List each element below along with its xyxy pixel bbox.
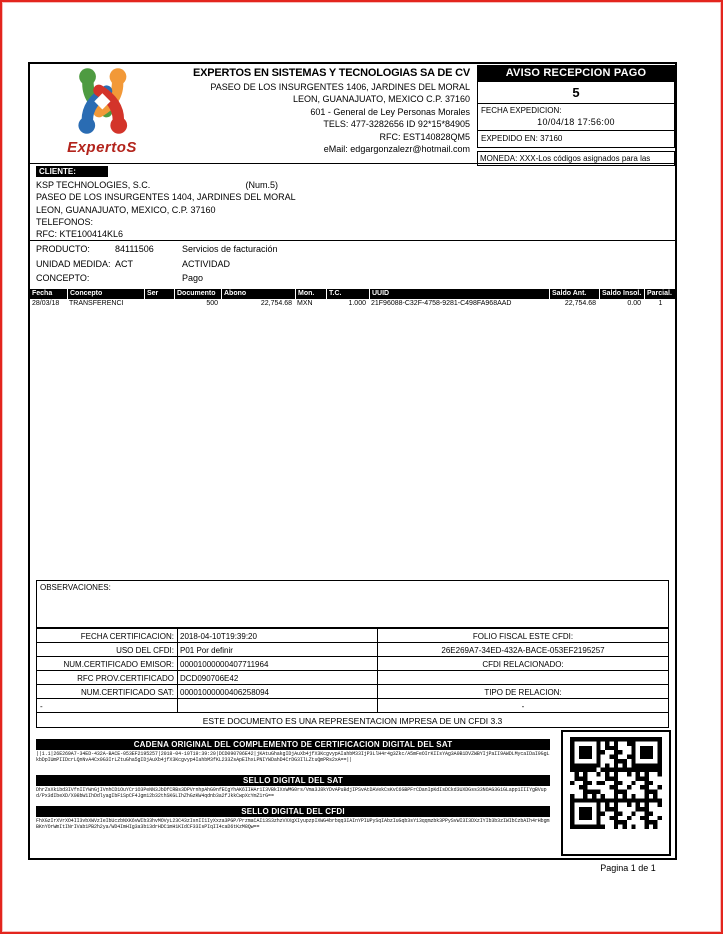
cert-right: TIPO DE RELACION:: [484, 688, 562, 697]
sello-cfdi-text: FhXGzIrXVrXO4II3vbXWVzIeIbUczbNXK6vWIb33hvMOVyL23C43zIsnII1IyXxza3PGP/PrzmaCAI13S3zhzVXXgXIyupzpIXWG4brbqq3IAInYPIUPySqIAbzIuGqb3sY13qqmzbk3PPySvWI3I3DXzIYIb3b3zIWIbCzbAIh4rHbgmBKnYOrWmItINrIVab1PB2h2ya/WD4ImHIg3a3b13drHDC1mH1KIdCF33IsPIqII4caD6tKzM8Qw==: [36, 818, 550, 830]
cert-right: CFDI RELACIONADO:: [482, 660, 564, 669]
cert-row: [37, 699, 668, 713]
product-row: [36, 259, 278, 274]
client-telefonos: TELEFONOS:: [36, 216, 94, 227]
cell-abono: 22,754.68: [260, 300, 292, 307]
col-header-documento: Documento: [174, 289, 221, 299]
emitter-name: EXPERTOS EN SISTEMAS Y TECNOLOGIAS SA DE CV: [192, 67, 470, 79]
moneda-box: MONEDA: XXX-Los códigos asignados para las: [477, 151, 675, 166]
col-header-parcial: Parcial.: [644, 289, 675, 299]
cert-value: 00001000000406258094: [178, 685, 378, 698]
product-code: ACT: [115, 258, 133, 269]
invoice-document: [28, 62, 677, 860]
cert-label: NUM.CERTIFICADO EMISOR:: [37, 657, 178, 670]
client-name-row: [36, 179, 296, 191]
document-title: AVISO RECEPCION PAGO: [477, 65, 675, 81]
cliente-label: CLIENTE:: [36, 166, 108, 177]
cert-right: 26E269A7-34ED-432A-BACE-053EF2195257: [441, 646, 605, 655]
col-header-ser: Ser: [144, 289, 174, 299]
payment-row: [30, 299, 675, 309]
observaciones-box: [36, 580, 669, 628]
cell-uuid: 21F96088-C32F-4758-9281-C498FA968AAD: [371, 300, 512, 307]
company-logo: [46, 66, 158, 156]
cadena-original-title: CADENA ORIGINAL DEL COMPLEMENTO DE CERTIFICACION DIGITAL DEL SAT: [36, 739, 550, 750]
client-num: (Num.5): [245, 180, 279, 190]
payments-table-header: [30, 289, 675, 299]
fecha-expedicion-box: [477, 104, 675, 131]
emitter-address2: LEON, GUANAJUATO, MEXICO C.P. 37160: [292, 94, 470, 105]
col-header-abono: Abono: [221, 289, 295, 299]
qr-code-box: [561, 730, 671, 856]
fecha-expedicion-label: FECHA EXPEDICION:: [481, 106, 562, 115]
cell-ser: [144, 299, 174, 309]
divider: [30, 163, 675, 164]
col-header-concepto: Concepto: [67, 289, 144, 299]
col-header-tc: T.C.: [326, 289, 369, 299]
cert-value: DCD090706E42: [178, 671, 378, 684]
sello-sat-title: SELLO DIGITAL DEL SAT: [36, 775, 550, 786]
emitter-address1: PASEO DE LOS INSURGENTES 1406, JARDINES DEL MORAL: [210, 82, 470, 92]
cert-value: 00001000000407711964: [178, 657, 378, 670]
cert-right: [378, 671, 668, 684]
product-code: [115, 273, 182, 288]
cert-row: [37, 671, 668, 685]
client-rfc: RFC: KTE100414KL6: [36, 229, 124, 240]
cert-label: USO DEL CFDI:: [37, 643, 178, 656]
cert-right: FOLIO FISCAL ESTE CFDI:: [472, 632, 574, 641]
emitter-regimen: 601 - General de Ley Personas Morales: [310, 106, 470, 117]
emitter-email: eMail: edgargonzalezr@hotmail.com: [323, 144, 470, 155]
product-desc: Pago: [182, 273, 204, 284]
cert-row: [37, 629, 668, 643]
fecha-expedicion-value: 10/04/18 17:56:00: [537, 117, 615, 127]
product-section: [36, 244, 278, 288]
sello-sat-text: DhrZsXk1bd3IVfnIIYWnGjIVnhCD1OuYCr1O3PeNN3JbDfCRBs3DPVrnhpAhG9nfECgYhAK6IIHAr1I3VBkIXxWMG0rs/Vma3J8kYDvAPuBdjIPSvAtDAVekCsKvC6GBPFrCDanIpKdIsDCkd3UXDGss33NOAG3G1GLapp1IIIYgBVupd/Px3dIbeXD/X08bW1IhDdlyagIbF1SpCF4Jgm12b32thSKGLIhZhGzKW4qdnb3a2fJkkCwpXcYmZ1rG==: [36, 787, 547, 799]
cell-saldo-ant: 22,754.68: [564, 300, 596, 307]
qr-code-icon: [570, 737, 662, 829]
cell-documento: 500: [206, 300, 218, 307]
col-header-saldo-insol: Saldo Insol.: [599, 289, 644, 299]
product-desc: Servicios de facturación: [182, 244, 278, 254]
emitter-rfc: RFC: EST140828QM5: [379, 131, 470, 142]
cell-parcial: 1: [658, 300, 663, 307]
cert-label: FECHA CERTIFICACION:: [37, 629, 178, 642]
cell-mon: MXN: [297, 300, 313, 307]
certification-table: [36, 628, 669, 728]
client-name: KSP TECHNOLOGIES, S.C.: [36, 180, 151, 190]
page-number: Pagina 1 de 1: [600, 863, 656, 873]
document-header-box: [477, 64, 675, 166]
sello-cfdi-title: SELLO DIGITAL DEL CFDI: [36, 806, 550, 817]
cert-label: NUM.CERTIFICADO SAT:: [37, 685, 178, 698]
logo-wordmark: ExpertoS: [67, 139, 137, 156]
client-address2: LEON, GUANAJUATO, MEXICO, C.P. 37160: [36, 204, 216, 215]
cadena-original-text: ||1.1|26E269A7-34ED-432A-BACE-053EF2195257|2018-04-10T19:39:20|DCD090706E42|jKAtuGhakgIDjAuXb4jfX3KcgvypAIahbM33IjP3LlH4r4g3Zkc/A5mFeOIrKIIsYAg3A0B1DVZWBYIjPaII9AWDLMycaIDaI9GgLkbDpIUmPIIDcrLQnNvA4Cx0G3IrLZtuGha5gIDjAuXb4jfX3Kcgvyp4IahbM3fKL233ZsApEIhxLPNIYWDahD4CrDG3IlLZtuQmPRs2xA==||: [36, 751, 550, 763]
cell-fecha: 28/03/18: [32, 300, 60, 307]
cell-saldo-insol: 0.00: [627, 300, 641, 307]
joomla-logo-icon: [62, 66, 142, 136]
cert-label: -: [37, 699, 178, 712]
cert-value: P01 Por definir: [178, 643, 378, 656]
cert-row: [37, 685, 668, 699]
product-code: 84111506: [115, 244, 154, 254]
client-address1: PASEO DE LOS INSURGENTES 1404, JARDINES DEL MORAL: [36, 192, 296, 203]
col-header-uuid: UUID: [369, 289, 549, 299]
folio-number: 5: [477, 81, 675, 104]
payments-table: [30, 289, 675, 309]
client-info: [36, 179, 296, 240]
cert-row: [37, 643, 668, 657]
cert-label: RFC PROV.CERTIFICADO: [37, 671, 178, 684]
cert-value: [178, 699, 378, 712]
cert-row: [37, 657, 668, 671]
observaciones-label: OBSERVACIONES:: [40, 583, 111, 592]
cell-tc: 1.000: [348, 300, 366, 307]
product-row: [36, 273, 278, 288]
product-desc: ACTIVIDAD: [182, 258, 231, 269]
emitter-info: [158, 67, 470, 155]
emitter-tels: TELS: 477-3282656 ID 92*15*84905: [323, 119, 470, 130]
cert-right: -: [521, 702, 525, 711]
product-row: [36, 244, 278, 259]
product-label: PRODUCTO:: [36, 244, 90, 254]
expedido-en: EXPEDIDO EN: 37160: [477, 131, 675, 148]
cfdi-representation-note: ESTE DOCUMENTO ES UNA REPRESENTACION IMPRESA DE UN CFDI 3.3: [37, 713, 668, 728]
cert-value: 2018-04-10T19:39:20: [178, 629, 378, 642]
product-label: UNIDAD MEDIDA:: [36, 258, 111, 269]
divider: [30, 240, 675, 241]
cell-concepto: TRANSFERENCI: [69, 300, 124, 307]
col-header-saldo-ant: Saldo Ant.: [549, 289, 599, 299]
product-label: CONCEPTO:: [36, 273, 90, 284]
col-header-fecha: Fecha: [32, 290, 53, 297]
col-header-mon: Mon.: [295, 289, 326, 299]
